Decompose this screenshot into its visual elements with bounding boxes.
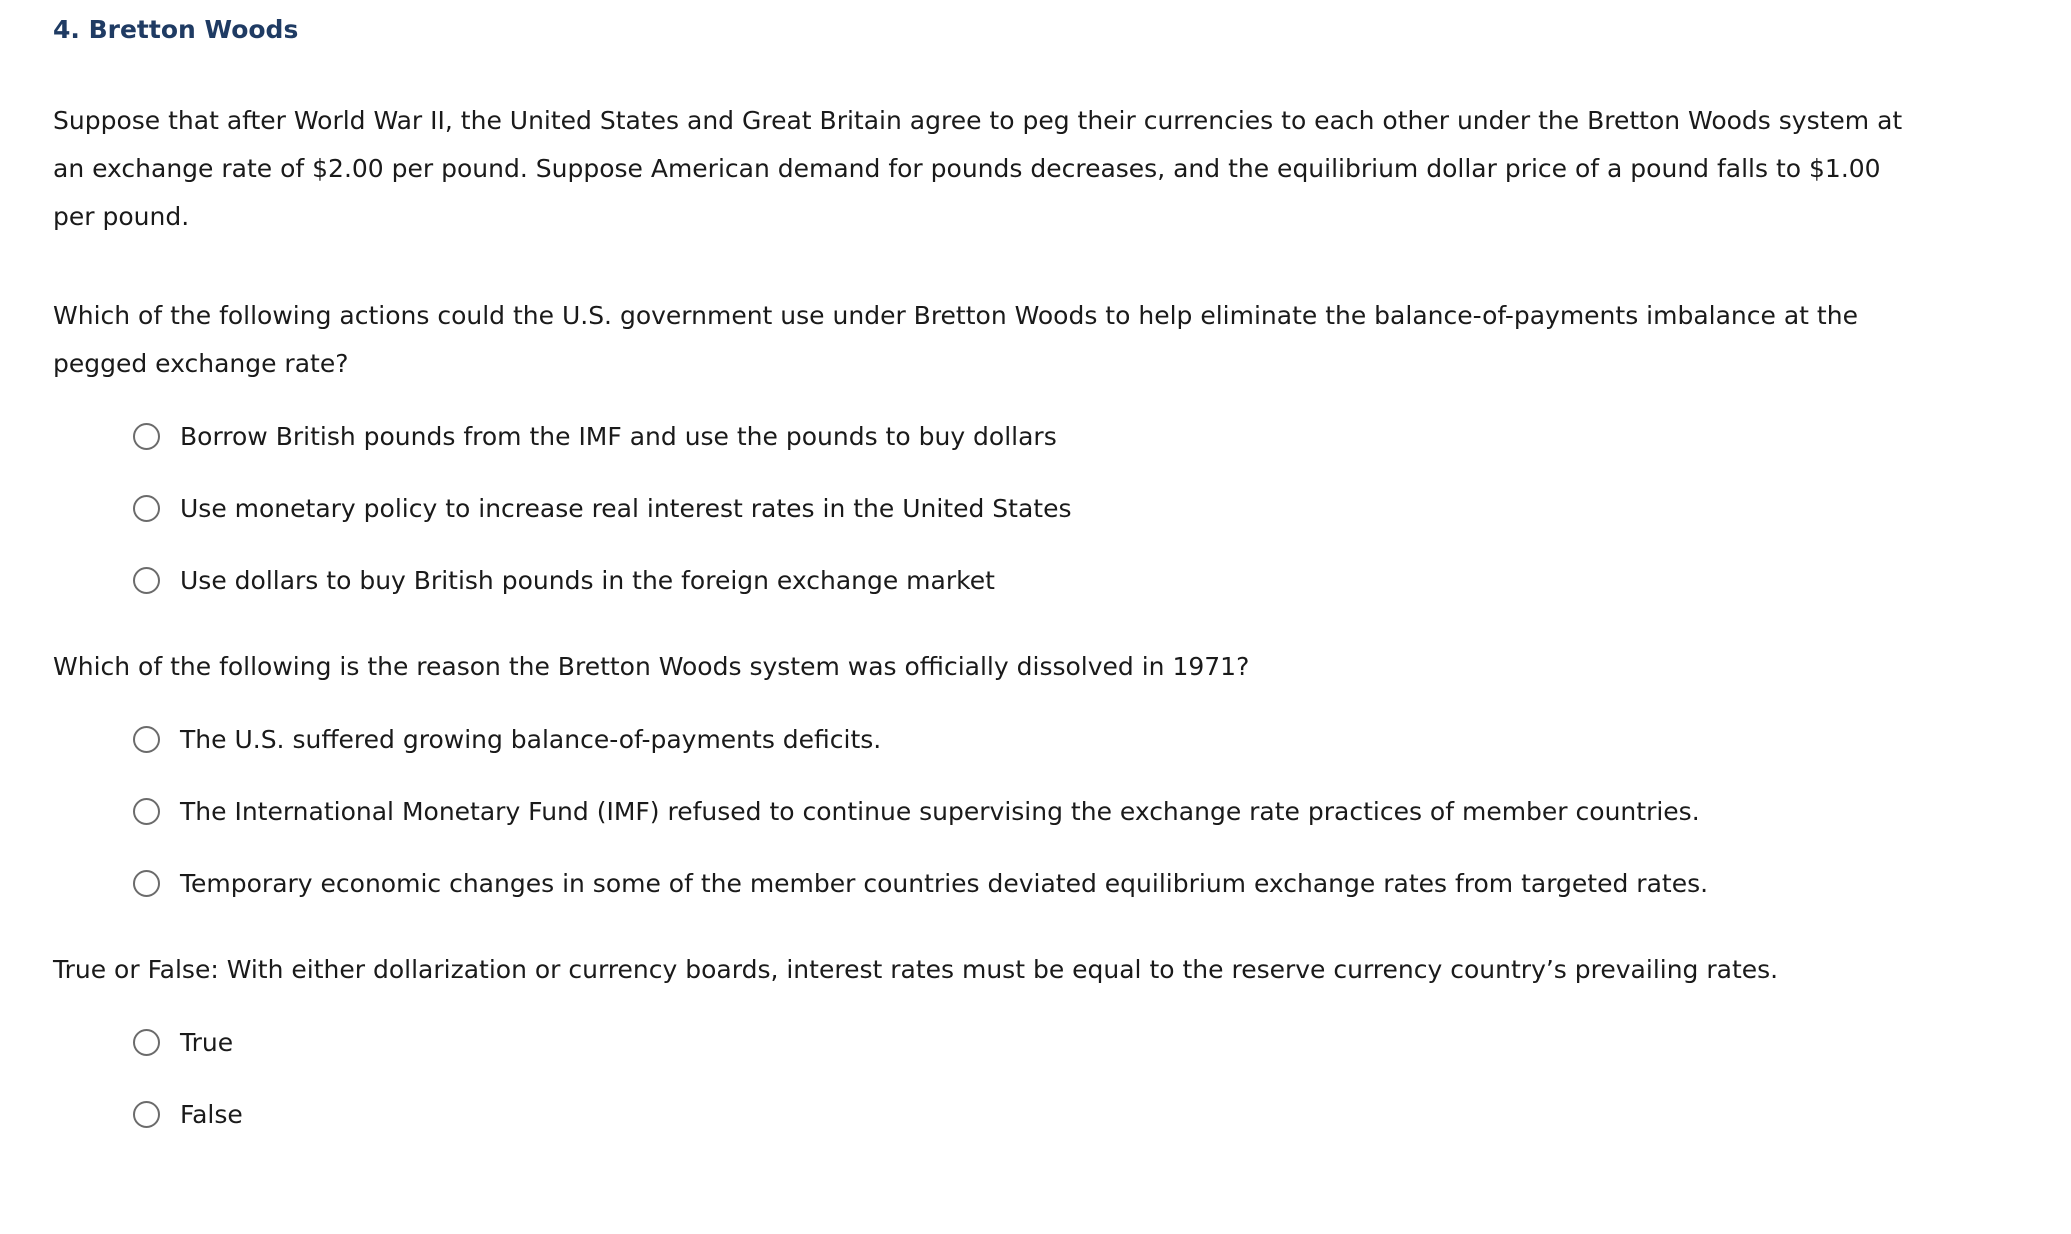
option-label: Borrow British pounds from the IMF and use the pounds to buy dollars [180, 422, 1057, 451]
question-2-option-2[interactable] [133, 795, 2018, 828]
radio-button[interactable] [133, 798, 160, 825]
question-2-option-3[interactable] [133, 867, 2018, 900]
radio-button[interactable] [133, 495, 160, 522]
question-1-option-1[interactable] [133, 420, 2018, 453]
radio-button[interactable] [133, 726, 160, 753]
radio-button[interactable] [133, 1101, 160, 1128]
intro-paragraph: Suppose that after World War II, the United States and Great Britain agree to peg their currencies to each other under the Bretton Woods system at an exchange rate of $2.00 per pound. Suppose American demand for pounds decreases, and the equilibrium dollar price of a pound falls to $1.00 per pound. [53, 106, 1903, 231]
option-label: False [180, 1100, 243, 1129]
option-label: The U.S. suffered growing balance-of-payments deficits. [180, 725, 882, 754]
radio-button[interactable] [133, 567, 160, 594]
radio-button[interactable] [133, 1029, 160, 1056]
section-title: 4. Bretton Woods [53, 15, 299, 44]
option-label: The International Monetary Fund (IMF) refused to continue supervising the exchange rate practices of member countries. [180, 797, 1700, 826]
option-label: Temporary economic changes in some of the member countries deviated equilibrium exchange rates from targeted rates. [180, 869, 1709, 898]
question-2-prompt: Which of the following is the reason the Bretton Woods system was officially dissolved in 1971? [53, 652, 1250, 681]
question-3-option-false[interactable] [133, 1098, 2018, 1131]
question-1-option-3[interactable] [133, 564, 2018, 597]
question-1-option-2[interactable] [133, 492, 2018, 525]
question-2-options [53, 723, 2018, 900]
question-3-prompt: True or False: With either dollarization or currency boards, interest rates must be equal to the reserve currency country’s prevailing rates. [53, 955, 1779, 984]
radio-button[interactable] [133, 423, 160, 450]
question-1-prompt: Which of the following actions could the U.S. government use under Bretton Woods to help eliminate the balance-of-payments imbalance at the pegged exchange rate? [53, 301, 1858, 378]
option-label: Use dollars to buy British pounds in the foreign exchange market [180, 566, 995, 595]
option-label: Use monetary policy to increase real interest rates in the United States [180, 494, 1072, 523]
radio-button[interactable] [133, 870, 160, 897]
question-1-options [53, 420, 2018, 597]
option-label: True [180, 1028, 234, 1057]
question-3-option-true[interactable] [133, 1026, 2018, 1059]
question-2-option-1[interactable] [133, 723, 2018, 756]
question-3-options [53, 1026, 2018, 1131]
